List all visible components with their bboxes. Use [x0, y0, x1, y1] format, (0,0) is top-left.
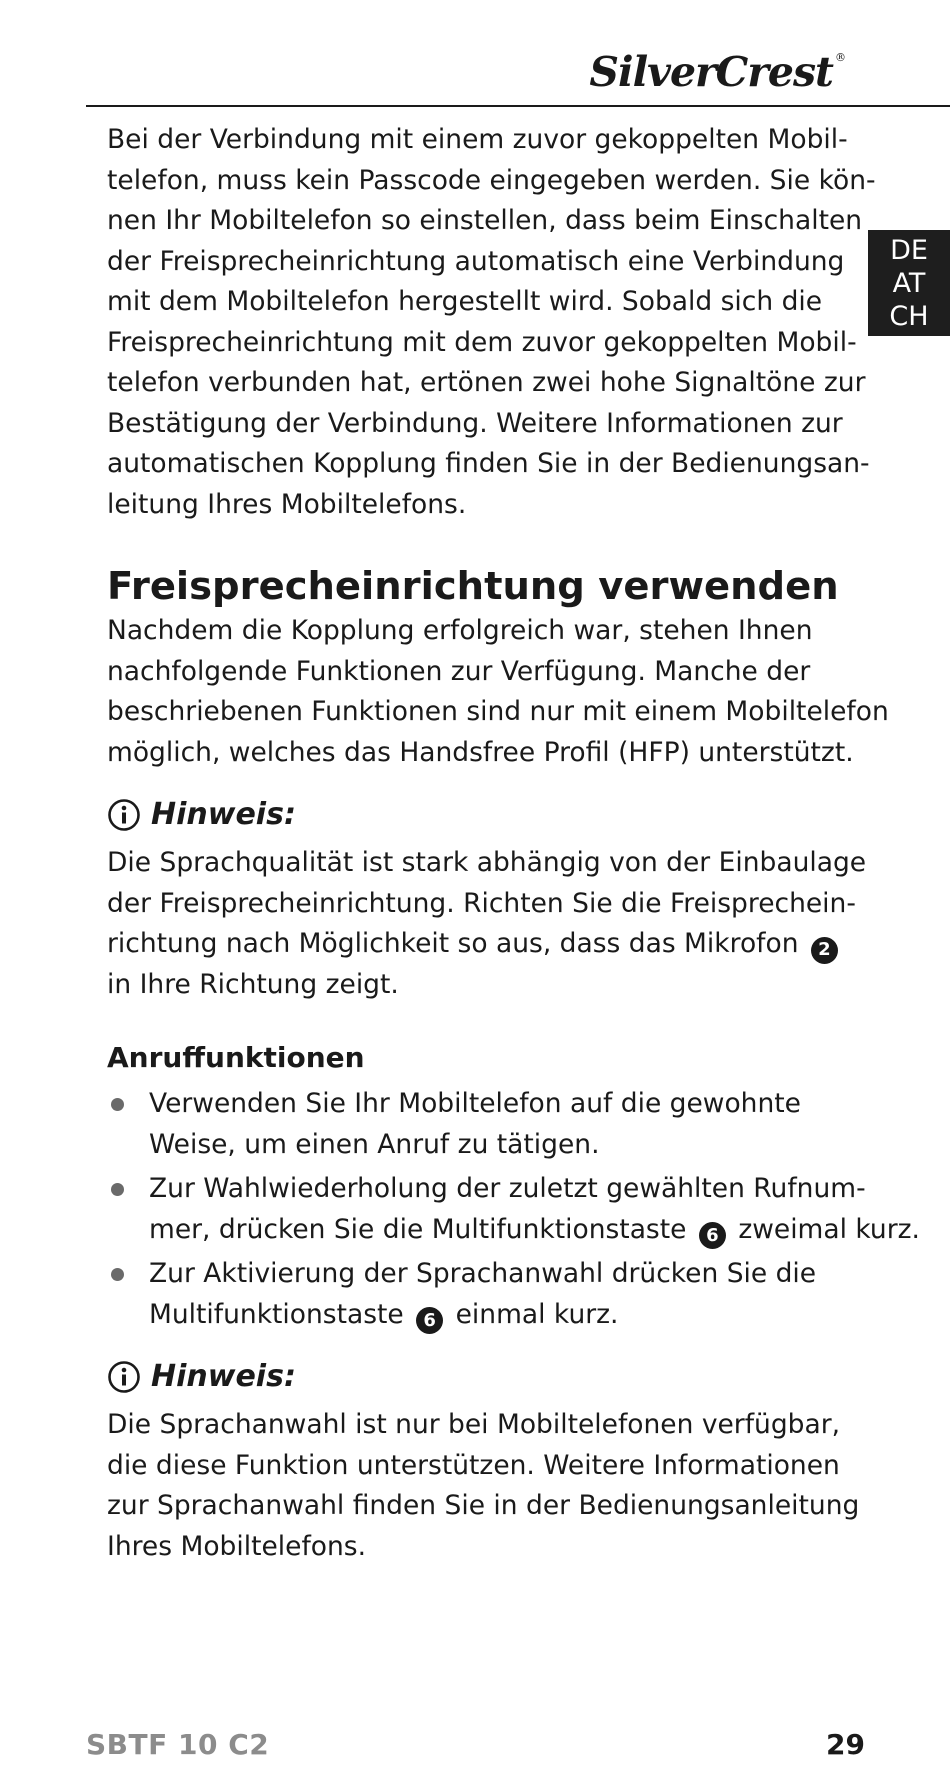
intro-paragraph [107, 120, 876, 525]
text-line: nachfolgende Funktionen zur Verfügung. Manche der [107, 655, 811, 687]
note-heading [107, 1357, 857, 1397]
bullet-icon [111, 1268, 124, 1281]
note-heading [107, 795, 857, 835]
text-line: der Freisprecheinrichtung. Richten Sie die Freisprechein- [107, 887, 856, 919]
note-paragraph [107, 843, 867, 1005]
text-line: telefon, muss kein Passcode eingegeben werden. Sie kön- [107, 164, 876, 196]
text-line: Die Sprachqualität ist stark abhängig von der Einbaulage [107, 847, 867, 878]
text-fragment: richtung nach Möglichkeit so aus, dass das Mikrofon [107, 928, 799, 959]
text-line: Nachdem die Kopplung erfolgreich war, stehen Ihnen [107, 615, 813, 646]
part-number-badge: 2 [811, 937, 838, 964]
brand-registered-mark: ® [835, 51, 845, 64]
list-item [107, 1169, 920, 1250]
list-item [107, 1254, 857, 1335]
text-line [149, 1210, 920, 1251]
text-line [149, 1295, 857, 1336]
text-line: in Ihre Richtung zeigt. [107, 968, 399, 1000]
text-line: der Freisprecheinrichtung automatisch eine Verbindung [107, 245, 845, 277]
text-line: möglich, welches das Handsfree Profil (HFP) unterstützt. [107, 736, 854, 768]
text-line: Zur Wahlwiederholung der zuletzt gewählten Rufnum- [149, 1173, 866, 1204]
lang-at: AT [892, 267, 926, 299]
list-item [107, 1084, 857, 1165]
language-tab [868, 230, 950, 336]
text-line: Verwenden Sie Ihr Mobiltelefon auf die gewohnte [149, 1088, 801, 1119]
page-content [107, 120, 920, 1567]
text-line: Freisprecheinrichtung mit dem zuvor gekoppelten Mobil- [107, 326, 857, 358]
text-line: die diese Funktion unterstützen. Weitere Informationen [107, 1449, 840, 1481]
text-line: zur Sprachanwahl finden Sie in der Bedienungsanleitung [107, 1490, 860, 1521]
footer-model-number: SBTF 10 C2 [86, 1728, 270, 1761]
text-line: mit dem Mobiltelefon hergestellt wird. Sobald sich die [107, 286, 823, 317]
call-functions-list [107, 1084, 920, 1335]
text-fragment: Multifunktionstaste [149, 1298, 404, 1330]
text-line [107, 924, 857, 965]
text-line: nen Ihr Mobiltelefon so einstellen, dass beim Einschalten [107, 205, 863, 236]
text-line: Zur Aktivierung der Sprachanwahl drücken Sie die [149, 1258, 817, 1289]
text-fragment: einmal kurz. [455, 1298, 619, 1330]
text-line: telefon verbunden hat, ertönen zwei hohe Signaltöne zur [107, 367, 866, 398]
bullet-icon [111, 1183, 124, 1196]
page-number: 29 [826, 1728, 865, 1761]
brand-name: SilverCrest [589, 48, 833, 96]
header-rule [86, 105, 950, 107]
subsection-title: Anruffunktionen [107, 1041, 365, 1074]
note-paragraph [107, 1405, 860, 1567]
text-line: Ihres Mobiltelefons. [107, 1530, 367, 1562]
info-icon [107, 798, 141, 832]
info-icon [107, 1360, 141, 1394]
text-line: automatischen Kopplung finden Sie in der Bedienungsan- [107, 448, 870, 479]
text-line: Bei der Verbindung mit einem zuvor gekoppelten Mobil- [107, 124, 848, 155]
lang-de: DE [890, 234, 928, 266]
text-line: Bestätigung der Verbindung. Weitere Informationen zur [107, 407, 843, 439]
text-fragment: mer, drücken Sie die Multifunktionstaste [149, 1213, 687, 1245]
lang-ch: CH [889, 300, 929, 332]
note-title: Hinweis: [151, 1359, 296, 1394]
section-title: Freisprecheinrichtung verwenden [107, 564, 839, 609]
text-line: Die Sprachanwahl ist nur bei Mobiltelefonen verfügbar, [107, 1409, 841, 1440]
brand-logo [589, 48, 845, 96]
part-number-badge: 6 [416, 1307, 443, 1334]
part-number-badge: 6 [699, 1222, 726, 1249]
bullet-icon [111, 1098, 124, 1111]
note-title: Hinweis: [151, 797, 296, 832]
text-fragment: zweimal kurz. [738, 1213, 920, 1245]
text-line: Weise, um einen Anruf zu tätigen. [149, 1128, 600, 1160]
section-paragraph [107, 611, 889, 773]
text-line: leitung Ihres Mobiltelefons. [107, 488, 467, 520]
text-line: beschriebenen Funktionen sind nur mit einem Mobiltelefon [107, 696, 889, 727]
